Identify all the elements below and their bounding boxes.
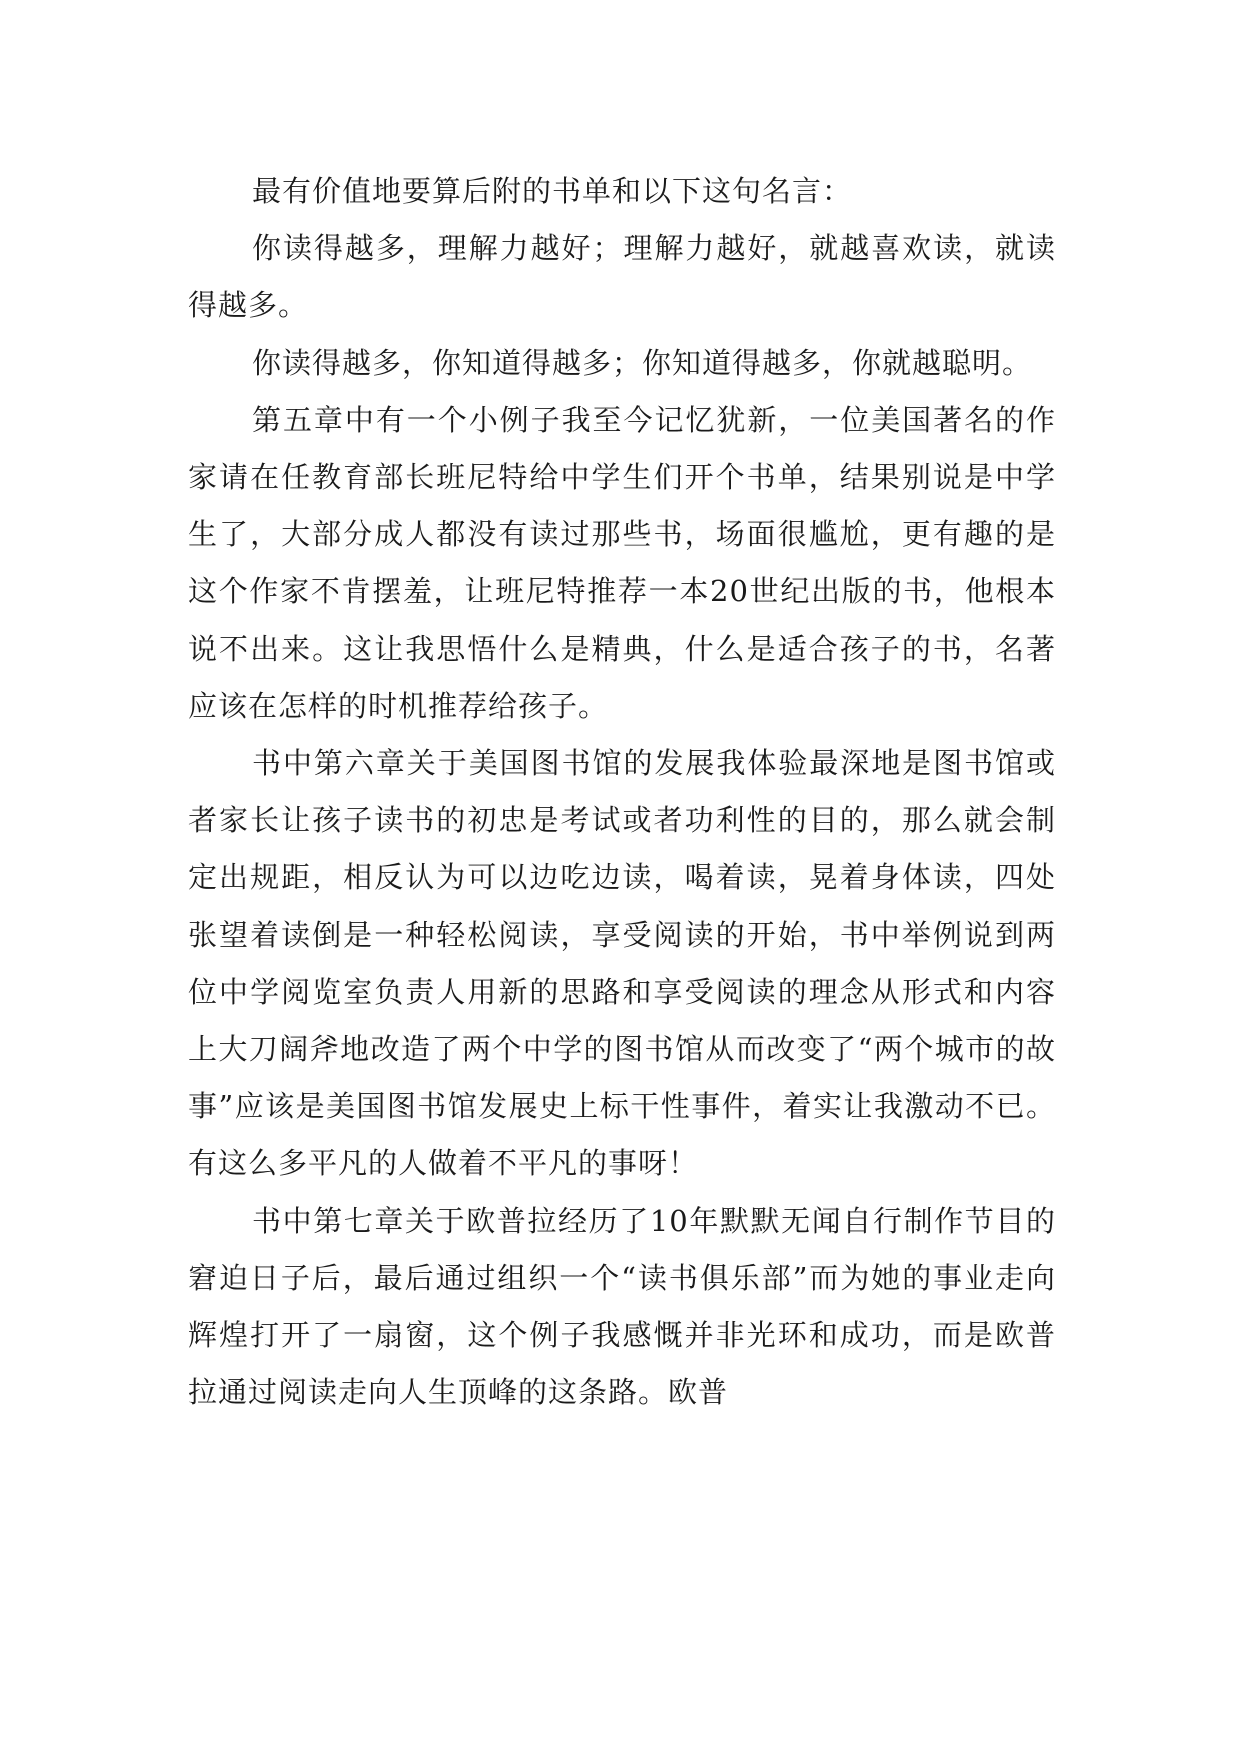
paragraph-intro: 最有价值地要算后附的书单和以下这句名言：: [252, 174, 853, 208]
paragraph-chapter-5: 第五章中有一个小例子我至今记忆犹新，一位美国著名的作家请在任教育部长班尼特给中学生们开个书单，结果别说是中学生了，大部分成人都没有读过那些书，场面很尴尬，更有趣的是这个作家不肯摆羞，让班尼特推荐一本20世纪出版的书，他根本说不出来。这让我思悟什么是精典，什么是适合孩子的书，名著应该在怎样的时机推荐给孩子。: [188, 402, 1056, 723]
paragraph-quote-1: 你读得越多，理解力越好；理解力越好，就越喜欢读，就读得越多。: [188, 231, 1056, 323]
paragraph-chapter-6: 书中第六章关于美国图书馆的发展我体验最深地是图书馆或者家长让孩子读书的初忠是考试或者功利性的目的，那么就会制定出规距，相反认为可以边吃边读，喝着读，晃着身体读，四处张望着读倒是一种轻松阅读，享受阅读的开始，书中举例说到两位中学阅览室负责人用新的思路和享受阅读的理念从形式和内容上大刀阔斧地改造了两个中学的图书馆从而改变了“两个城市的故事”应该是美国图书馆发展史上标干性事件，着实让我激动不已。有这么多平凡的人做着不平凡的事呀！: [188, 746, 1056, 1181]
paragraph-chapter-7: 书中第七章关于欧普拉经历了10年默默无闻自行制作节目的窘迫日子后，最后通过组织一个“读书俱乐部”而为她的事业走向辉煌打开了一扇窗，这个例子我感慨并非光环和成功，而是欧普拉通过阅读走向人生顶峰的这条路。欧普: [188, 1203, 1056, 1410]
paragraph-quote-2: 你读得越多，你知道得越多；你知道得越多，你就越聪明。: [252, 345, 1033, 380]
body-text: [188, 163, 1056, 1421]
